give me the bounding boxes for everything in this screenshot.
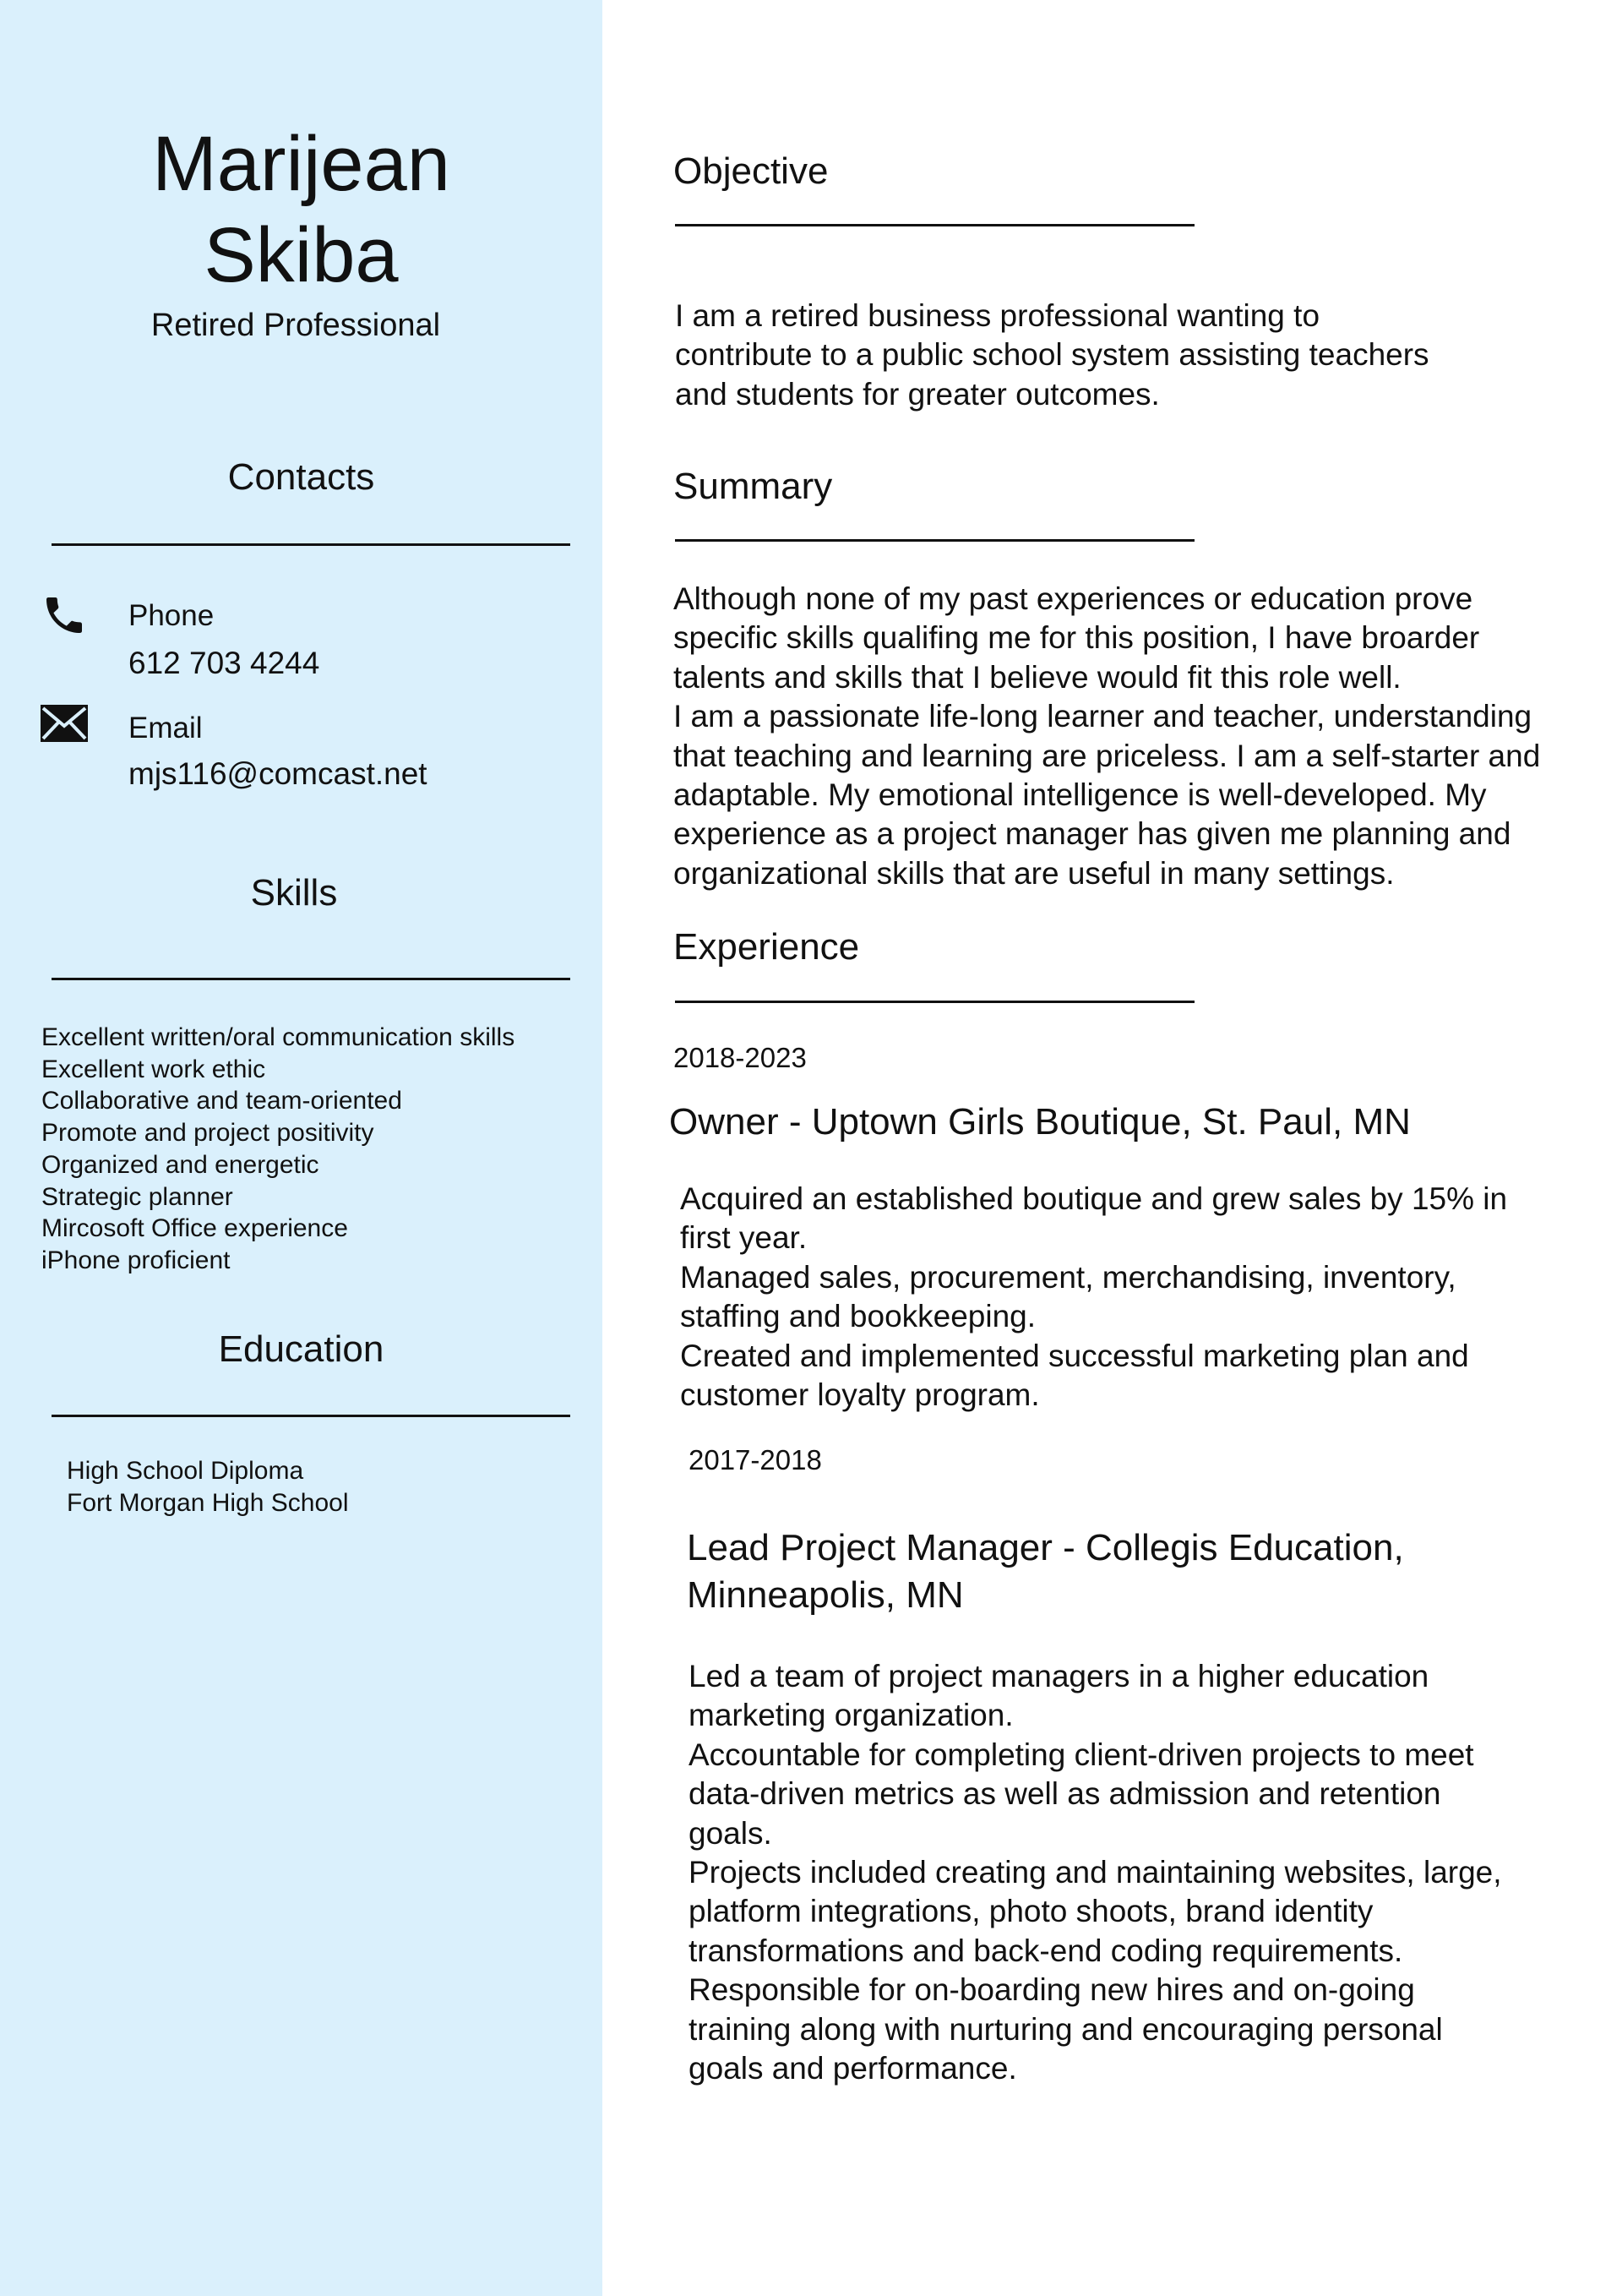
summary-line: organizational skills that are useful in many settings. [673, 855, 1395, 891]
phone-icon [41, 592, 88, 639]
summary-line: talents and skills that I believe would fit this role well. [673, 659, 1402, 695]
education-school: Fort Morgan High School [67, 1489, 349, 1517]
job-line: marketing organization. [689, 1698, 1014, 1733]
phone-value: 612 703 4244 [128, 646, 320, 680]
skill-item: Collaborative and team-oriented [41, 1087, 402, 1115]
phone-label: Phone [128, 599, 215, 632]
job-line: customer loyalty program. [680, 1377, 1040, 1413]
job-line: transformations and back-end coding requirements. [689, 1933, 1403, 1968]
job-title-line: Minneapolis, MN [687, 1574, 964, 1616]
job-line: Accountable for completing client-driven projects to meet [689, 1737, 1474, 1772]
skill-item: iPhone proficient [41, 1246, 231, 1274]
job-line: Projects included creating and maintaining websites, large, [689, 1855, 1502, 1890]
contacts-heading: Contacts [227, 456, 375, 498]
experience-divider [675, 1001, 1195, 1003]
job-title [669, 1099, 1411, 1146]
skill-item: Strategic planner [41, 1182, 233, 1211]
job-line: staffing and bookkeeping. [680, 1299, 1037, 1334]
job-line: goals and performance. [689, 2051, 1017, 2086]
education-degree: High School Diploma [67, 1457, 304, 1485]
last-name: Skiba [204, 212, 399, 298]
job-line: first year. [680, 1220, 808, 1256]
skills-heading: Skills [250, 872, 338, 913]
profile-name [0, 118, 602, 301]
objective-line: I am a retired business professional wanting to [675, 298, 1320, 333]
email-label: Email [128, 712, 203, 744]
summary-line: specific skills qualifing me for this position, I have broarder [673, 620, 1480, 656]
job-line: data-driven metrics as well as admission and retention [689, 1776, 1441, 1812]
first-name: Marijean [152, 121, 450, 207]
objective-text [675, 297, 1429, 414]
skill-item: Organized and energetic [41, 1150, 319, 1179]
job-years: 2018-2023 [673, 1042, 807, 1073]
summary-line: that teaching and learning are priceless. I am a self-starter and [673, 738, 1541, 773]
job-line: training along with nurturing and encouraging personal [689, 2011, 1443, 2047]
experience-heading: Experience [673, 926, 860, 968]
job-description [689, 1657, 1502, 2088]
objective-line: and students for greater outcomes. [675, 376, 1160, 412]
job-line: Responsible for on-boarding new hires and on-going [689, 1972, 1415, 2008]
skills-divider [52, 978, 570, 980]
job-line: goals. [689, 1815, 772, 1851]
summary-line: I am a passionate life-long learner and teacher, understanding [673, 699, 1532, 734]
skill-item: Mircosoft Office experience [41, 1214, 348, 1243]
summary-line: experience as a project manager has given me planning and [673, 816, 1511, 852]
job-description [680, 1180, 1507, 1415]
objective-line: contribute to a public school system assisting teachers [675, 337, 1429, 373]
summary-heading: Summary [673, 466, 833, 507]
job-title [687, 1524, 1404, 1619]
summary-line: adaptable. My emotional intelligence is well-developed. My [673, 777, 1487, 813]
education-divider [52, 1415, 570, 1417]
skills-list [41, 1022, 514, 1277]
summary-line: Although none of my past experiences or education prove [673, 581, 1473, 616]
envelope-icon [41, 705, 88, 742]
profile-tagline: Retired Professional [150, 308, 441, 343]
summary-divider [675, 539, 1195, 542]
job-title-line: Lead Project Manager - Collegis Education, [687, 1527, 1404, 1568]
job-title-line: Owner - Uptown Girls Boutique, St. Paul, MN [669, 1101, 1411, 1143]
skill-item: Promote and project positivity [41, 1119, 374, 1148]
job-line: Managed sales, procurement, merchandising, inventory, [680, 1259, 1456, 1295]
summary-text [673, 580, 1540, 893]
job-line: Acquired an established boutique and grew sales by 15% in [680, 1181, 1508, 1216]
skill-item: Excellent written/oral communication skills [41, 1023, 515, 1051]
job-line: Led a team of project managers in a higher education [689, 1659, 1429, 1693]
job-line: platform integrations, photo shoots, brand identity [689, 1894, 1374, 1929]
job-years: 2017-2018 [689, 1444, 822, 1475]
education-heading: Education [218, 1328, 384, 1370]
job-line: Created and implemented successful marketing plan and [680, 1338, 1469, 1373]
objective-heading: Objective [673, 150, 829, 192]
email-value[interactable]: mjs116@comcast.net [128, 756, 427, 791]
objective-divider [675, 224, 1195, 226]
contacts-divider [52, 543, 570, 546]
skill-item: Excellent work ethic [41, 1055, 266, 1083]
